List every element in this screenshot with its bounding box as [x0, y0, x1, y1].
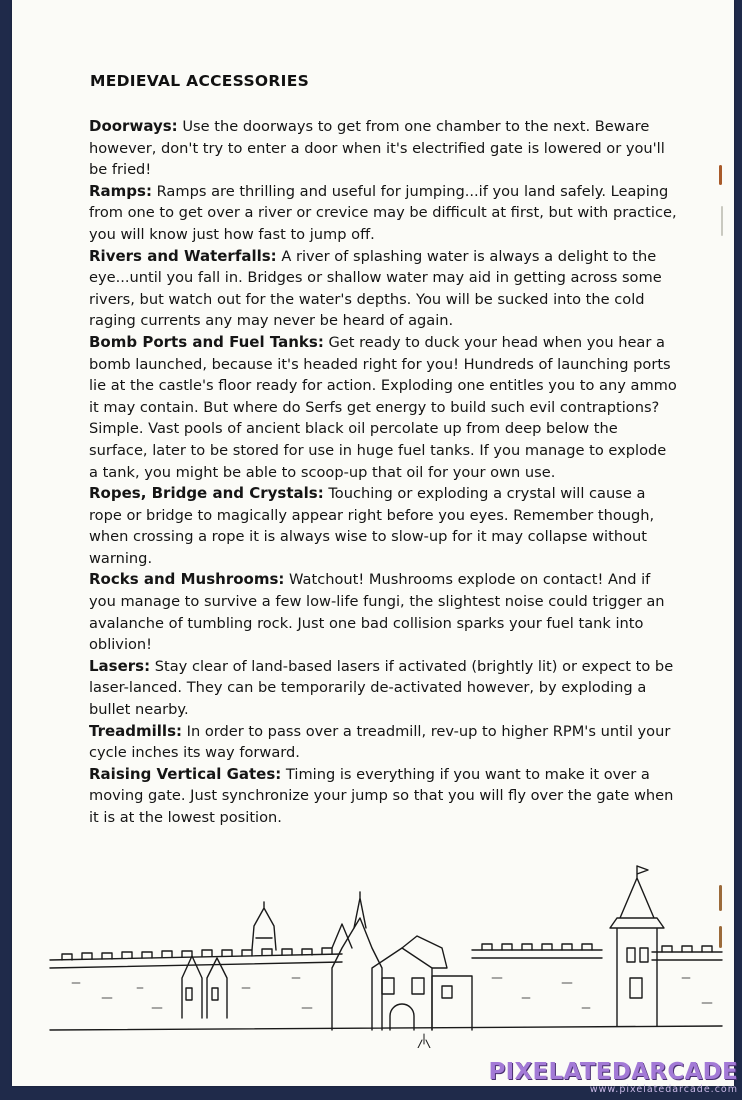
entry-ropes-bridge-crystals: [89, 483, 679, 569]
crenellations-right: [482, 944, 712, 952]
small-left-tower: [252, 902, 276, 950]
crenellations-left: [62, 948, 332, 960]
manual-page: [12, 0, 734, 1086]
entry-treadmills: [89, 721, 679, 764]
entry-doorways: [89, 116, 679, 181]
entry-text: Ramps are thrilling and useful for jumping...if you land safely. Leaping from one to get over a river or crevice may be difficult at first, but with practice, you will know just how fast to jump off.: [89, 182, 677, 243]
entry-text: Touching or exploding a crystal will cause a rope or bridge to magically appear right before you eyes. Remember though, when crossing a rope it is always wise to slow-up for it may collapse without warning.: [89, 485, 655, 567]
entry-rivers-waterfalls: [89, 246, 679, 332]
staple-mark: [719, 926, 722, 948]
entry-text: Stay clear of land-based lasers if activated (brightly lit) or expect to be laser-lanced. They can be temporarily de-activated however, by exploding a bullet nearby.: [89, 657, 674, 719]
figure-sketch: [418, 1034, 430, 1048]
entry-rocks-mushrooms: [89, 569, 679, 655]
central-spire: [354, 892, 366, 928]
staple-mark: [719, 885, 722, 911]
right-tower-windows: [627, 948, 648, 998]
ground-line: [50, 1026, 722, 1030]
accessories-list: [89, 116, 679, 829]
right-tower: [610, 866, 664, 1026]
entry-ramps: [89, 181, 679, 246]
entry-text: In order to pass over a treadmill, rev-up to higher RPM's until your cycle inches its way forward.: [89, 722, 671, 762]
watermark-url: www.pixelatedarcade.com: [589, 1084, 738, 1095]
entry-term: Raising Vertical Gates:: [89, 764, 282, 783]
entry-term: Bomb Ports and Fuel Tanks:: [89, 332, 324, 351]
castle-illustration: [42, 858, 732, 1048]
site-watermark: [488, 1060, 738, 1096]
entry-term: Rivers and Waterfalls:: [89, 246, 277, 265]
entry-vertical-gates: [89, 764, 679, 829]
staple-mark: [719, 165, 722, 185]
entry-text: A river of splashing water is always a delight to the eye...until you fall in. Bridges or shallow water may aid in getting across some rivers, but watch out for the water's depths. You will be sucked into the cold raging currents any may never be heard of again.: [89, 247, 662, 330]
entry-text: Watchout! Mushrooms explode on contact! And if you manage to survive a few low-life fungi, the slightest noise could trigger an avalanche of tumbling rock. Just one bad collision sparks your fuel tank into oblivion!: [89, 571, 665, 654]
section-heading: MEDIEVAL ACCESSORIES: [90, 72, 310, 90]
staple-mark: [721, 206, 723, 236]
entry-bomb-ports: [89, 332, 679, 483]
entry-text: Timing is everything if you want to make it over a moving gate. Just synchronize your jump so that you will fly over the gate when it is at the lowest position.: [89, 765, 674, 826]
watermark-logo: PIXELATEDARCADE: [488, 1059, 738, 1085]
central-keep: [332, 918, 382, 1030]
entry-term: Treadmills:: [89, 721, 182, 740]
entry-term: Ramps:: [89, 181, 152, 200]
main-hall: [372, 948, 432, 1030]
entry-text: Use the doorways to get from one chamber to the next. Beware however, don't try to enter a door when it's electrified gate is lowered or you'll be fried!: [89, 118, 665, 179]
entry-lasers: [89, 656, 679, 721]
stone-texture: [72, 978, 712, 1008]
entry-term: Lasers:: [89, 656, 151, 675]
entry-term: Ropes, Bridge and Crystals:: [89, 484, 324, 503]
side-building: [432, 976, 472, 1030]
entry-term: Rocks and Mushrooms:: [89, 570, 285, 589]
entry-text: Get ready to duck your head when you hear a bomb launched, because it's headed right for you! Hundreds of launching ports lie at the castle's floor ready for action. Exploding one entitles you to any ammo it may contain. But where do Serfs get energy to build such evil contraptions? Simple. Vast pools of ancient black oil percolate up from deep below the surface, later to be stored for use in huge fuel tanks. If you manage to explode a tank, you might be able to scoop-up that oil for your own use.: [89, 333, 677, 481]
entry-term: Doorways:: [89, 117, 178, 135]
